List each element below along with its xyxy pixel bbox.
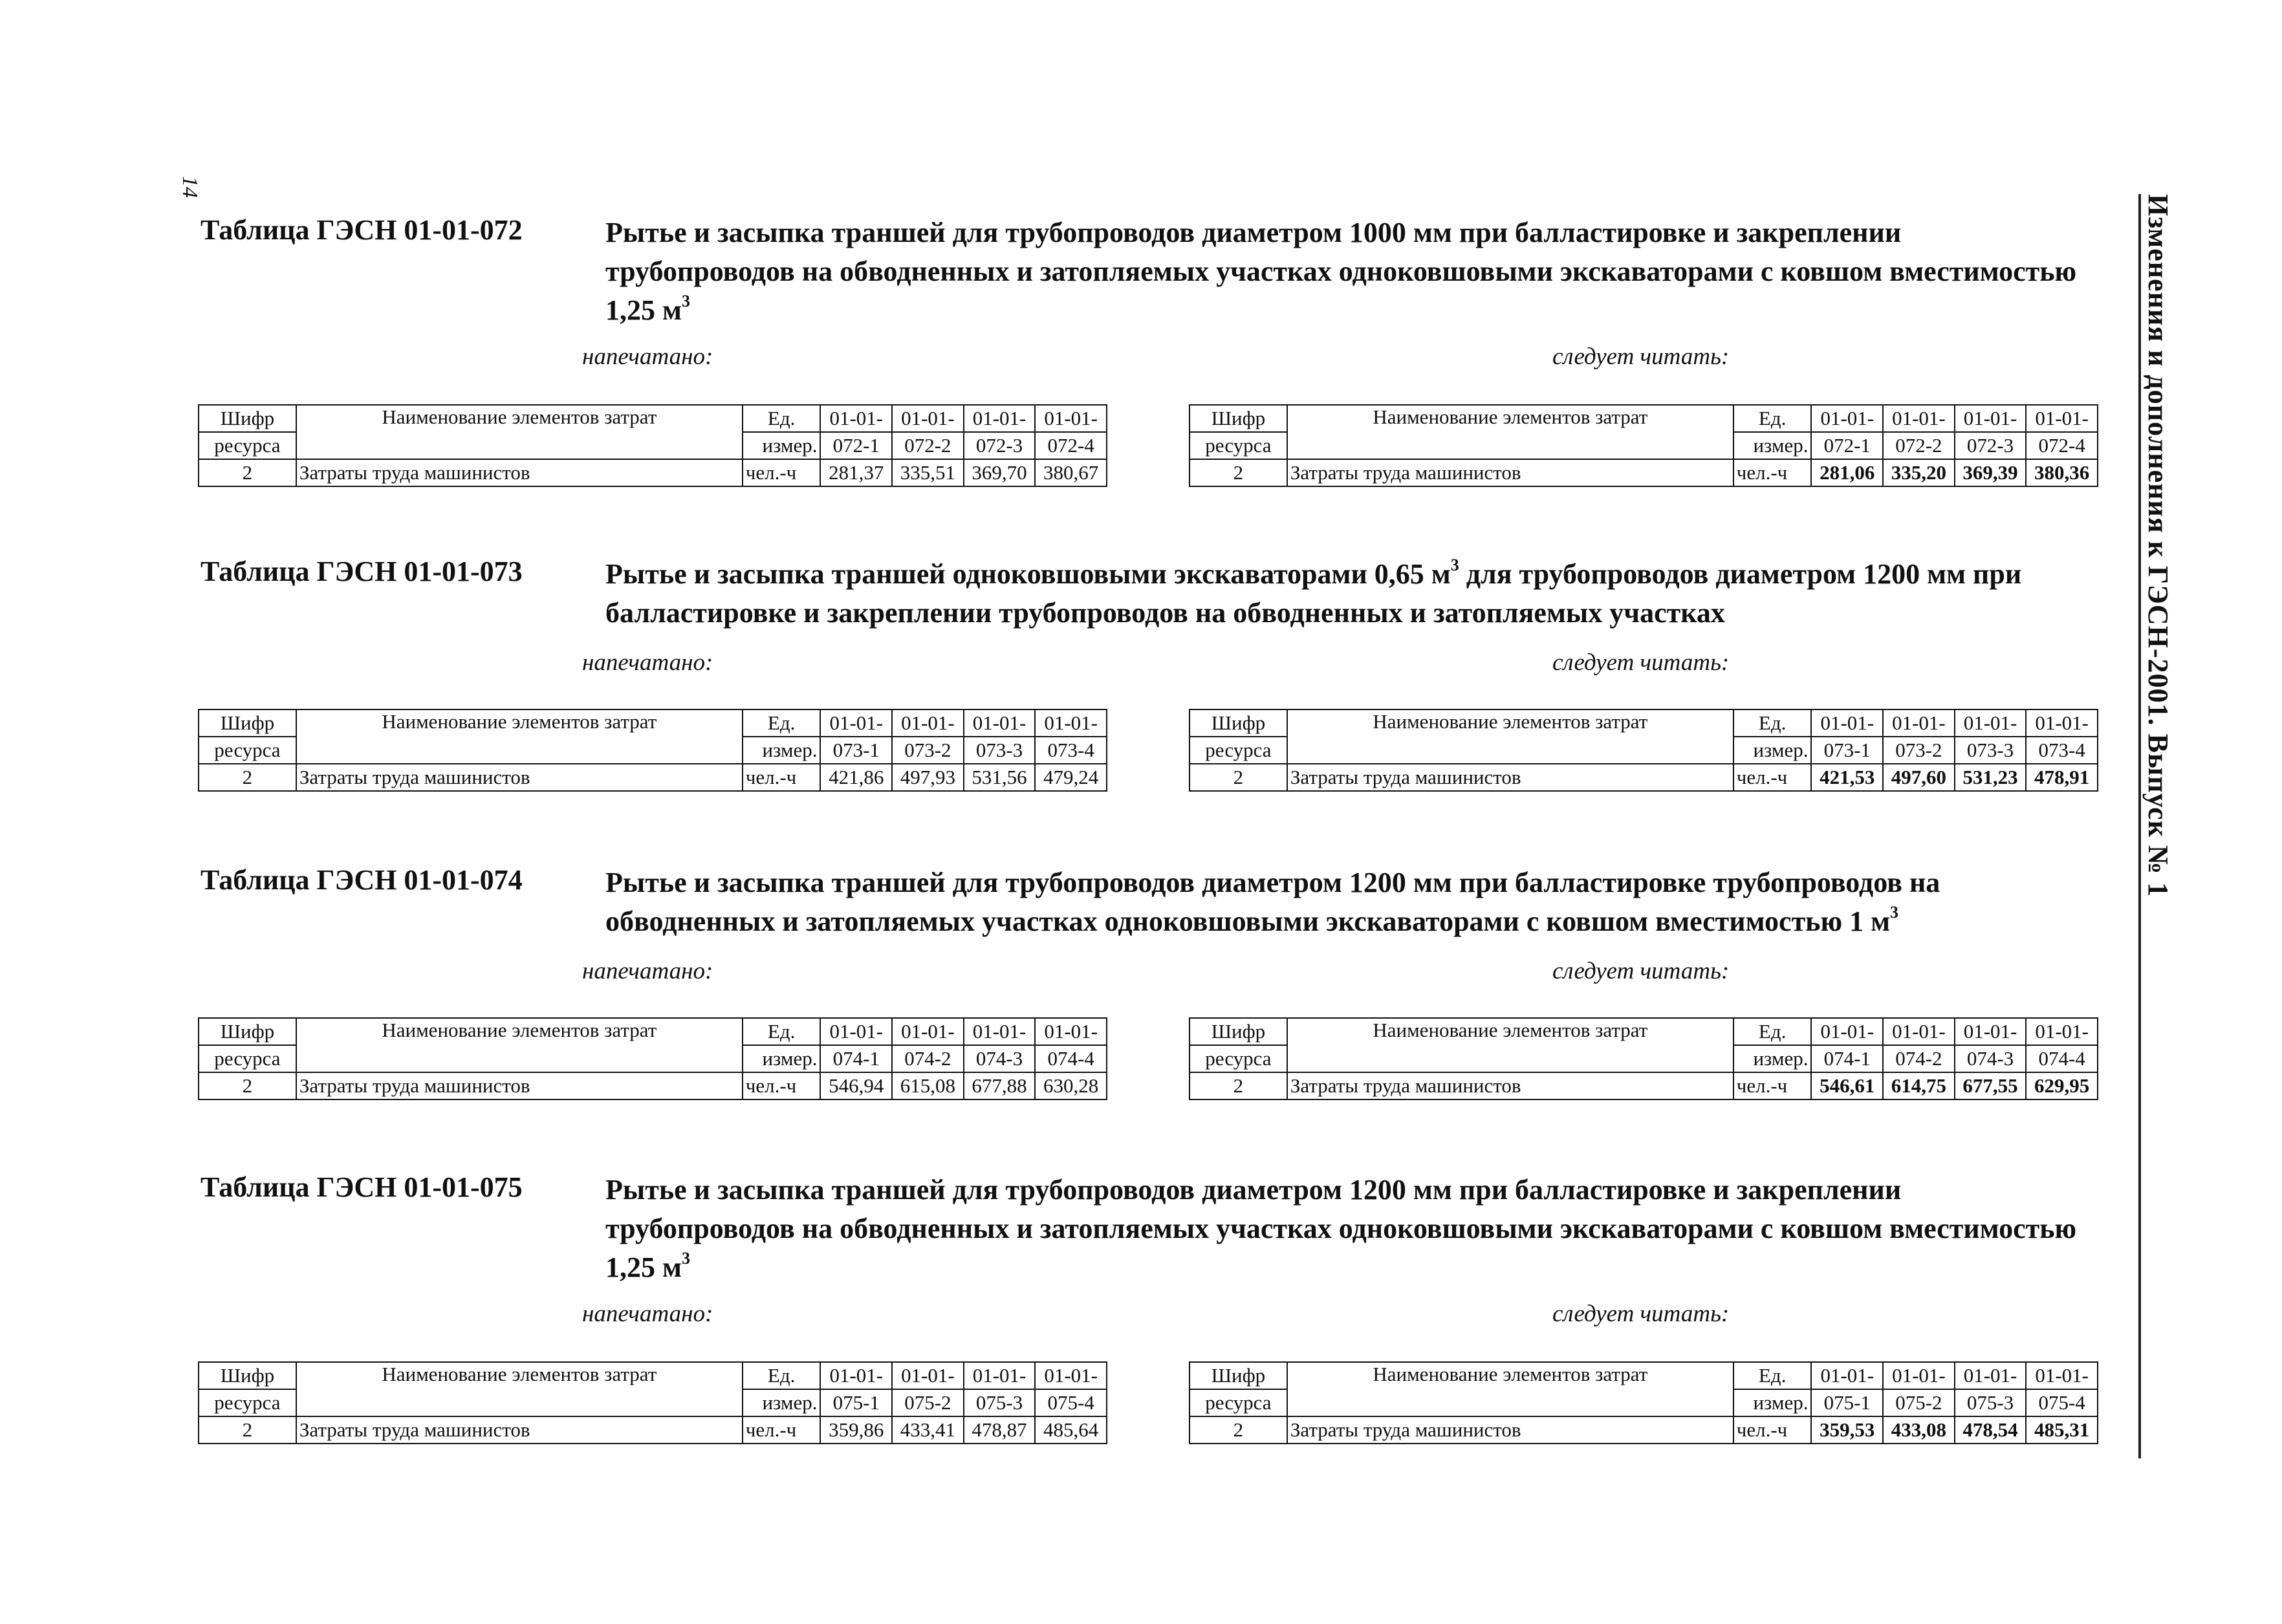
column-prefix: 01-01-	[892, 405, 964, 432]
unit-header: Ед.	[1733, 709, 1812, 737]
code-header-2: ресурса	[199, 1389, 296, 1416]
printed-value: 615,08	[892, 1072, 964, 1099]
name-header: Наименование элементов затрат	[296, 709, 743, 764]
column-prefix: 01-01-	[820, 1362, 892, 1389]
header-row-1	[1190, 405, 2098, 432]
column-code: 075-2	[1883, 1389, 1955, 1416]
code-header-2: ресурса	[199, 737, 296, 764]
cost-table-printed	[198, 1017, 1107, 1100]
printed-value: 546,94	[820, 1072, 892, 1099]
column-code: 074-1	[820, 1045, 892, 1072]
cost-table-corrected	[1189, 404, 2098, 487]
corrected-value: 369,39	[1955, 459, 2027, 486]
resource-code: 2	[199, 1072, 296, 1099]
corrected-value: 629,95	[2026, 1072, 2098, 1099]
unit-value: чел.-ч	[1733, 764, 1812, 791]
printed-value: 531,56	[964, 764, 1036, 791]
header-row-1	[199, 405, 1107, 432]
column-prefix: 01-01-	[1035, 709, 1107, 737]
unit-header: Ед.	[743, 1362, 821, 1389]
column-prefix: 01-01-	[1811, 1018, 1883, 1045]
unit-header-2: измер.	[1733, 432, 1812, 459]
should-read-label: следует читать:	[1552, 1301, 1730, 1327]
unit-header: Ед.	[1733, 1362, 1812, 1389]
name-header: Наименование элементов затрат	[1287, 1018, 1733, 1072]
name-header: Наименование элементов затрат	[296, 1018, 743, 1072]
unit-value: чел.-ч	[743, 459, 821, 486]
column-prefix: 01-01-	[2026, 709, 2098, 737]
column-prefix: 01-01-	[1035, 405, 1107, 432]
header-row-1	[199, 709, 1107, 737]
printed-value: 421,86	[820, 764, 892, 791]
description-text: Рытье и засыпка траншей для трубопроводов диаметром 1200 мм при балластировке трубопроводов на обводненных и затопляемых участках одноковшовыми экскаваторами с ковшом вместимостью 1 м	[605, 867, 1940, 937]
should-read-label: следует читать:	[1552, 343, 1730, 370]
cost-table-corrected	[1189, 709, 2098, 792]
corrected-value: 281,06	[1811, 459, 1883, 486]
table-row	[199, 1416, 1107, 1444]
corrected-value: 359,53	[1811, 1416, 1883, 1444]
corrected-value: 614,75	[1883, 1072, 1955, 1099]
corrected-value: 531,23	[1955, 764, 2027, 791]
code-header: Шифр	[199, 709, 296, 737]
column-code: 074-4	[1035, 1045, 1107, 1072]
corrected-value: 485,31	[2026, 1416, 2098, 1444]
name-header: Наименование элементов затрат	[1287, 709, 1733, 764]
printed-value: 478,87	[964, 1416, 1036, 1444]
printed-value: 359,86	[820, 1416, 892, 1444]
column-prefix: 01-01-	[892, 709, 964, 737]
column-prefix: 01-01-	[1955, 405, 2027, 432]
side-rule	[2138, 194, 2141, 1458]
column-code: 073-4	[2026, 737, 2098, 764]
column-code: 072-3	[964, 432, 1036, 459]
table-row	[1190, 1416, 2098, 1444]
table-row	[1190, 459, 2098, 486]
column-prefix: 01-01-	[1035, 1018, 1107, 1045]
column-code: 072-1	[1811, 432, 1883, 459]
corrected-value: 335,20	[1883, 459, 1955, 486]
printed-value: 369,70	[964, 459, 1036, 486]
corrected-value: 478,54	[1955, 1416, 2027, 1444]
header-row-1	[199, 1018, 1107, 1045]
code-header: Шифр	[1190, 1362, 1287, 1389]
column-code: 073-3	[964, 737, 1036, 764]
code-header: Шифр	[1190, 1018, 1287, 1045]
unit-header-2: измер.	[1733, 737, 1812, 764]
column-code: 075-3	[964, 1389, 1036, 1416]
cost-table-corrected	[1189, 1361, 2098, 1444]
unit-header: Ед.	[743, 405, 821, 432]
unit-header-2: измер.	[1733, 1045, 1812, 1072]
column-code: 075-4	[1035, 1389, 1107, 1416]
column-code: 072-2	[892, 432, 964, 459]
column-code: 074-2	[1883, 1045, 1955, 1072]
cost-table-printed	[198, 1361, 1107, 1444]
cost-element-name: Затраты труда машинистов	[296, 764, 743, 791]
table-label: Таблица ГЭСН 01-01-073	[201, 556, 523, 587]
table-row	[199, 459, 1107, 486]
column-code: 072-4	[2026, 432, 2098, 459]
table-description	[605, 863, 2093, 941]
column-code: 074-2	[892, 1045, 964, 1072]
header-row-1	[1190, 1362, 2098, 1389]
table-label: Таблица ГЭСН 01-01-074	[201, 864, 523, 896]
name-header: Наименование элементов затрат	[1287, 1362, 1733, 1416]
column-prefix: 01-01-	[1883, 709, 1955, 737]
superscript: 3	[1450, 556, 1459, 574]
corrected-value: 478,91	[2026, 764, 2098, 791]
printed-label: напечатано:	[582, 958, 713, 984]
corrected-value: 380,36	[2026, 459, 2098, 486]
column-code: 075-3	[1955, 1389, 2027, 1416]
corrected-value: 546,61	[1811, 1072, 1883, 1099]
column-prefix: 01-01-	[820, 405, 892, 432]
cost-element-name: Затраты труда машинистов	[296, 1416, 743, 1444]
unit-header: Ед.	[1733, 1018, 1812, 1045]
table-label: Таблица ГЭСН 01-01-075	[201, 1171, 523, 1203]
column-prefix: 01-01-	[892, 1018, 964, 1045]
cost-element-name: Затраты труда машинистов	[296, 459, 743, 486]
column-code: 075-4	[2026, 1389, 2098, 1416]
column-code: 075-2	[892, 1389, 964, 1416]
column-prefix: 01-01-	[892, 1362, 964, 1389]
printed-value: 281,37	[820, 459, 892, 486]
column-prefix: 01-01-	[964, 1018, 1036, 1045]
column-prefix: 01-01-	[964, 709, 1036, 737]
column-code: 074-1	[1811, 1045, 1883, 1072]
column-code: 072-1	[820, 432, 892, 459]
column-code: 074-3	[1955, 1045, 2027, 1072]
should-read-label: следует читать:	[1552, 958, 1730, 984]
header-row-1	[1190, 1018, 2098, 1045]
column-code: 075-1	[1811, 1389, 1883, 1416]
column-prefix: 01-01-	[964, 1362, 1036, 1389]
description-text: Рытье и засыпка траншей одноковшовыми экскаваторами 0,65 м	[605, 558, 1451, 590]
resource-code: 2	[199, 459, 296, 486]
table-row	[1190, 1072, 2098, 1099]
printed-value: 677,88	[964, 1072, 1036, 1099]
table-row	[199, 1072, 1107, 1099]
corrected-value: 421,53	[1811, 764, 1883, 791]
printed-value: 497,93	[892, 764, 964, 791]
should-read-label: следует читать:	[1552, 649, 1730, 676]
column-prefix: 01-01-	[1883, 1362, 1955, 1389]
resource-code: 2	[199, 1416, 296, 1444]
superscript: 3	[681, 1249, 690, 1268]
page-number: 14	[178, 176, 202, 198]
resource-code: 2	[1190, 1072, 1287, 1099]
name-header: Наименование элементов затрат	[1287, 405, 1733, 459]
printed-label: напечатано:	[582, 1301, 713, 1327]
column-code: 073-1	[1811, 737, 1883, 764]
column-code: 074-4	[2026, 1045, 2098, 1072]
unit-value: чел.-ч	[743, 1416, 821, 1444]
table-row	[199, 764, 1107, 791]
column-prefix: 01-01-	[2026, 1362, 2098, 1389]
description-text: Рытье и засыпка траншей для трубопроводов диаметром 1200 мм при балластировке и закреплении трубопроводов на обводненных и затопляемых участках одноковшовыми экскаваторами с ковшом вместимостью 1,25 м	[605, 1174, 2077, 1283]
side-running-title: Изменения и дополнения к ГЭСН-2001. Выпуск № 1	[2142, 194, 2174, 898]
resource-code: 2	[1190, 764, 1287, 791]
printed-label: напечатано:	[582, 343, 713, 370]
column-prefix: 01-01-	[1955, 1362, 2027, 1389]
unit-value: чел.-ч	[743, 764, 821, 791]
column-prefix: 01-01-	[1955, 1018, 2027, 1045]
printed-value: 485,64	[1035, 1416, 1107, 1444]
unit-header-2: измер.	[743, 1045, 821, 1072]
column-prefix: 01-01-	[1883, 1018, 1955, 1045]
column-code: 073-2	[1883, 737, 1955, 764]
code-header-2: ресурса	[1190, 1045, 1287, 1072]
table-description	[605, 555, 2093, 633]
cost-element-name: Затраты труда машинистов	[1287, 459, 1733, 486]
cost-table-printed	[198, 709, 1107, 792]
column-prefix: 01-01-	[1811, 709, 1883, 737]
name-header: Наименование элементов затрат	[296, 405, 743, 459]
header-row-1	[1190, 709, 2098, 737]
header-row-1	[199, 1362, 1107, 1389]
unit-value: чел.-ч	[743, 1072, 821, 1099]
column-code: 072-4	[1035, 432, 1107, 459]
column-prefix: 01-01-	[964, 405, 1036, 432]
resource-code: 2	[199, 764, 296, 791]
resource-code: 2	[1190, 459, 1287, 486]
printed-value: 335,51	[892, 459, 964, 486]
column-code: 072-3	[1955, 432, 2027, 459]
code-header-2: ресурса	[199, 1045, 296, 1072]
table-description	[605, 213, 2093, 330]
column-code: 072-2	[1883, 432, 1955, 459]
column-code: 073-3	[1955, 737, 2027, 764]
column-code: 074-3	[964, 1045, 1036, 1072]
code-header: Шифр	[199, 405, 296, 432]
column-code: 073-1	[820, 737, 892, 764]
cost-table-corrected	[1189, 1017, 2098, 1100]
table-row	[1190, 764, 2098, 791]
column-prefix: 01-01-	[2026, 405, 2098, 432]
unit-header-2: измер.	[743, 432, 821, 459]
printed-value: 433,41	[892, 1416, 964, 1444]
unit-value: чел.-ч	[1733, 459, 1812, 486]
printed-label: напечатано:	[582, 649, 713, 676]
unit-header: Ед.	[743, 1018, 821, 1045]
corrected-value: 433,08	[1883, 1416, 1955, 1444]
unit-header-2: измер.	[1733, 1389, 1812, 1416]
cost-element-name: Затраты труда машинистов	[1287, 1072, 1733, 1099]
cost-table-printed	[198, 404, 1107, 487]
column-prefix: 01-01-	[820, 1018, 892, 1045]
column-prefix: 01-01-	[2026, 1018, 2098, 1045]
column-prefix: 01-01-	[1883, 405, 1955, 432]
cost-element-name: Затраты труда машинистов	[1287, 764, 1733, 791]
table-description	[605, 1171, 2093, 1287]
corrected-value: 677,55	[1955, 1072, 2027, 1099]
column-prefix: 01-01-	[820, 709, 892, 737]
name-header: Наименование элементов затрат	[296, 1362, 743, 1416]
superscript: 3	[1890, 903, 1899, 922]
unit-header: Ед.	[1733, 405, 1812, 432]
unit-value: чел.-ч	[1733, 1416, 1812, 1444]
column-prefix: 01-01-	[1035, 1362, 1107, 1389]
description-text: Рытье и засыпка траншей для трубопроводов диаметром 1000 мм при балластировке и закреплении трубопроводов на обводненных и затопляемых участках одноковшовыми экскаваторами с ковшом вместимостью 1,25 м	[605, 217, 2077, 326]
unit-header-2: измер.	[743, 737, 821, 764]
column-prefix: 01-01-	[1955, 709, 2027, 737]
table-label: Таблица ГЭСН 01-01-072	[201, 214, 523, 246]
column-code: 075-1	[820, 1389, 892, 1416]
code-header-2: ресурса	[1190, 737, 1287, 764]
unit-header: Ед.	[743, 709, 821, 737]
printed-value: 630,28	[1035, 1072, 1107, 1099]
code-header-2: ресурса	[1190, 1389, 1287, 1416]
code-header: Шифр	[1190, 405, 1287, 432]
superscript: 3	[681, 292, 690, 310]
code-header: Шифр	[1190, 709, 1287, 737]
unit-value: чел.-ч	[1733, 1072, 1812, 1099]
printed-value: 479,24	[1035, 764, 1107, 791]
column-prefix: 01-01-	[1811, 405, 1883, 432]
column-code: 073-2	[892, 737, 964, 764]
code-header: Шифр	[199, 1018, 296, 1045]
code-header: Шифр	[199, 1362, 296, 1389]
corrected-value: 497,60	[1883, 764, 1955, 791]
resource-code: 2	[1190, 1416, 1287, 1444]
unit-header-2: измер.	[743, 1389, 821, 1416]
column-prefix: 01-01-	[1811, 1362, 1883, 1389]
cost-element-name: Затраты труда машинистов	[296, 1072, 743, 1099]
code-header-2: ресурса	[1190, 432, 1287, 459]
printed-value: 380,67	[1035, 459, 1107, 486]
description-tail: для трубопроводов диаметром 1200 мм при балластировке и закреплении трубопроводов на обводненных и затопляемых участках	[605, 558, 2022, 629]
code-header-2: ресурса	[199, 432, 296, 459]
column-code: 073-4	[1035, 737, 1107, 764]
cost-element-name: Затраты труда машинистов	[1287, 1416, 1733, 1444]
